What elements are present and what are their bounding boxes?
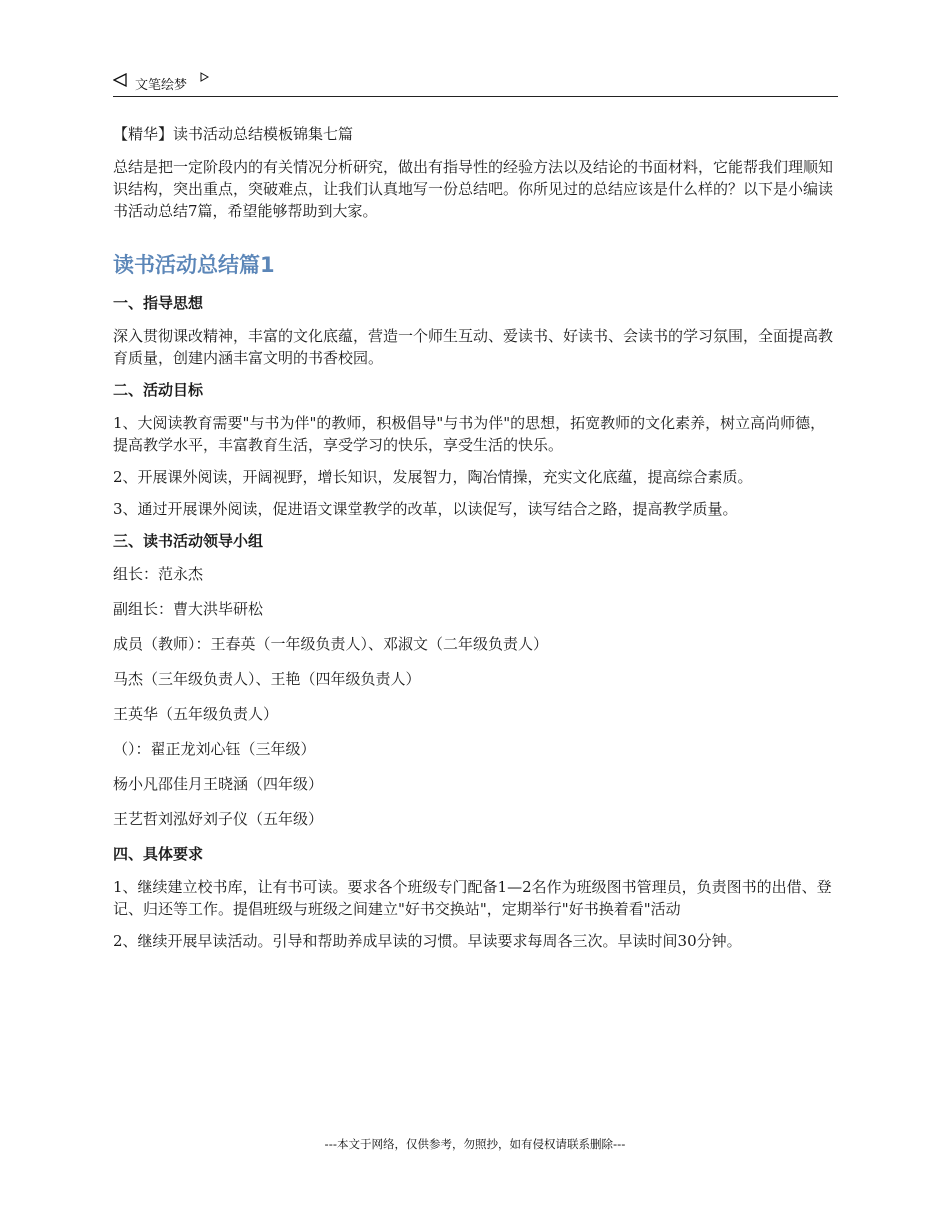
members-line-6: 王艺哲刘泓妤刘子仪（五年级）	[113, 810, 324, 828]
requirement-item-1: 1、继续建立校书库，让有书可读。要求各个班级专门配备1—2名作为班级图书管理员，负责图书的出借、登记、归还等工作。提倡班级与班级之间建立"好书交换站"，定期举行"好书换着看"活动	[113, 878, 832, 918]
intro-paragraph: 总结是把一定阶段内的有关情况分析研究，做出有指导性的经验方法以及结论的书面材料，它能帮我们理顺知识结构，突出重点，突破难点，让我们认真地写一份总结吧。你所见过的总结应该是什么样的？以下是小编读书活动总结7篇，希望能够帮助到大家。	[113, 158, 834, 220]
requirement-item-2: 2、继续开展早读活动。引导和帮助养成早读的习惯。早读要求每周各三次。早读时间30分钟。	[113, 932, 742, 950]
section-title: 读书活动总结篇1	[113, 253, 275, 277]
group-leader: 组长：范永杰	[113, 565, 204, 583]
heading-requirements: 四、具体要求	[113, 845, 204, 863]
paragraph-guiding-ideology: 深入贯彻课改精神，丰富的文化底蕴，营造一个师生互动、爱读书、好读书、会读书的学习氛围，全面提高教育质量，创建内涵丰富文明的书香校园。	[113, 327, 834, 367]
heading-guiding-ideology: 一、指导思想	[113, 294, 204, 312]
goal-item-3: 3、通过开展课外阅读，促进语文课堂教学的改革，以读促写，读写结合之路，提高教学质量。	[113, 500, 738, 518]
goal-item-2: 2、开展课外阅读，开阔视野，增长知识，发展智力，陶冶情操，充实文化底蕴，提高综合素质。	[113, 468, 753, 486]
members-line-3: 王英华（五年级负责人）	[113, 705, 279, 723]
members-line-2: 马杰（三年级负责人）、王艳（四年级负责人）	[113, 670, 421, 688]
triangle-right-outline-icon	[200, 72, 209, 82]
deputy-leader: 副组长：曹大洪毕研松	[113, 600, 264, 618]
members-line-1: 成员（教师）：王春英（一年级负责人）、邓淑文（二年级负责人）	[113, 635, 549, 653]
heading-activity-goals: 二、活动目标	[113, 381, 204, 399]
page-header	[113, 70, 838, 97]
heading-leadership-group: 三、读书活动领导小组	[113, 532, 264, 550]
footer-disclaimer: ---本文于网络，仅供参考，勿照抄，如有侵权请联系删除---	[324, 1137, 626, 1151]
document-title: 【精华】读书活动总结模板锦集七篇	[113, 125, 354, 143]
brand-name: 文笔绘梦	[135, 78, 188, 93]
triangle-left-outline-icon	[113, 73, 127, 87]
members-line-5: 杨小凡邵佳月王晓涵（四年级）	[113, 775, 324, 793]
members-line-4: （）：翟正龙刘心钰（三年级）	[113, 740, 316, 758]
goal-item-1: 1、大阅读教育需要"与书为伴"的教师，积极倡导"与书为伴"的思想，拓宽教师的文化素养，树立高尚师德，提高教学水平，丰富教育生活，享受学习的快乐，享受生活的快乐。	[113, 414, 826, 454]
document-body	[113, 122, 838, 962]
